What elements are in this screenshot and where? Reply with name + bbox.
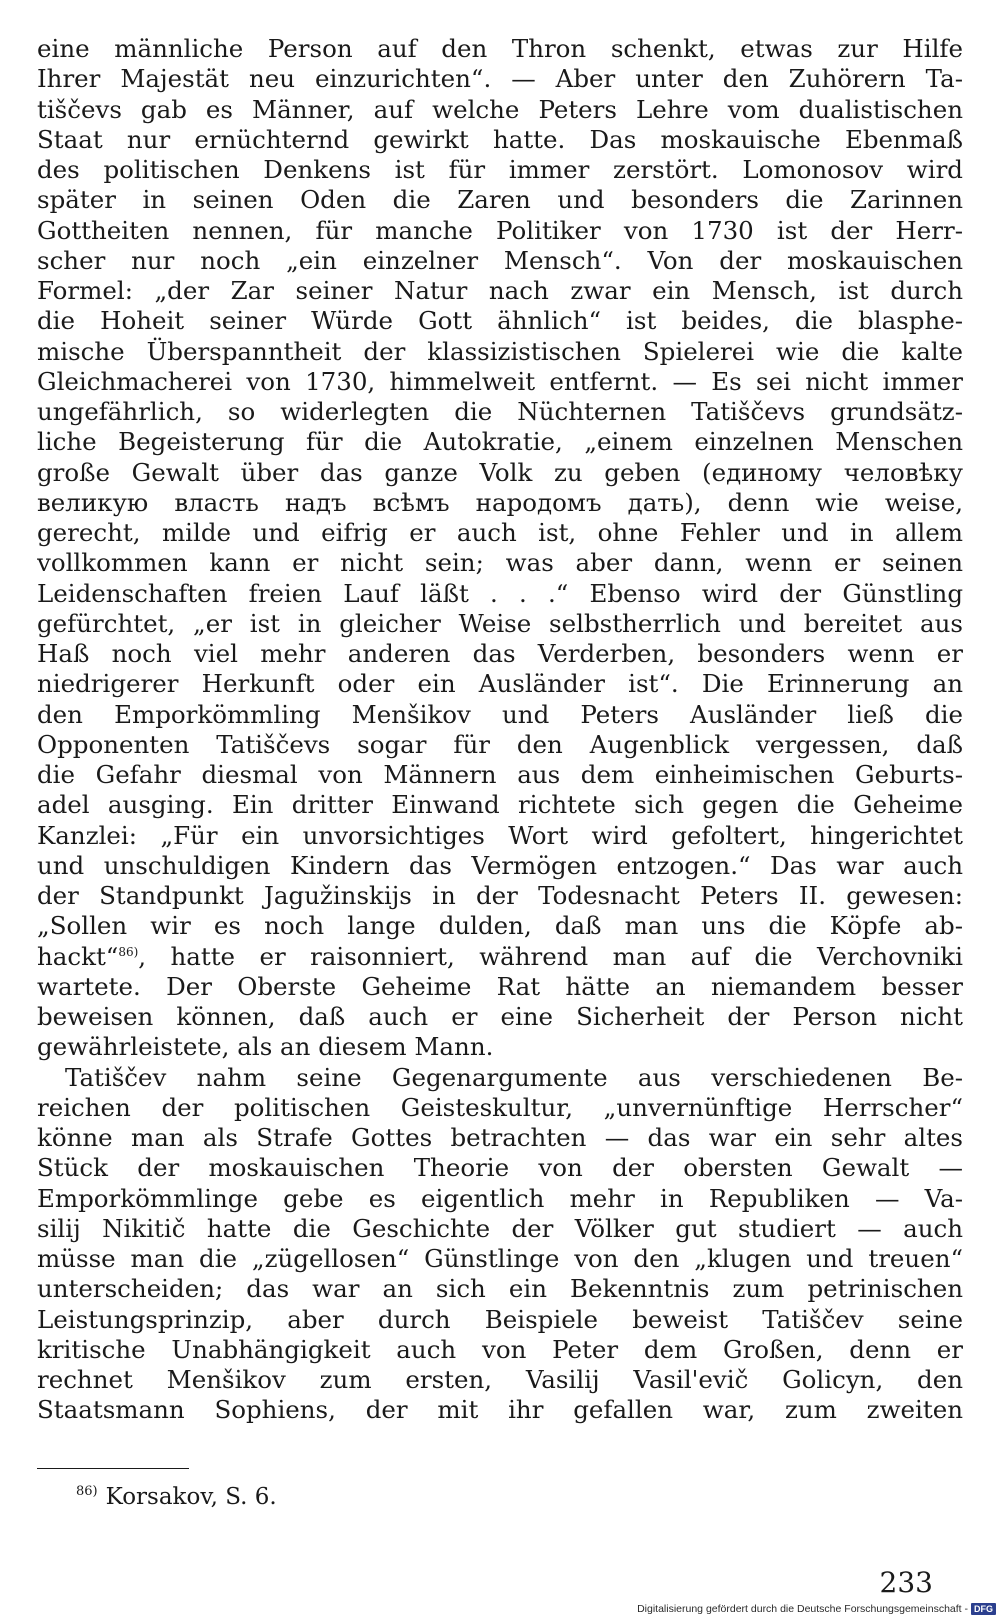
- text-line-9: Formel: „der Zar seiner Natur nach zwar ein Mensch, ist durch: [37, 276, 963, 305]
- text-line-43: Leistungsprinzip, aber durch Beispiele beweist Tatiščev seine: [37, 1304, 963, 1334]
- text-line-36: reichen der politischen Geisteskultur, „unvernünftige Herrscher“: [37, 1092, 963, 1122]
- text-line-44: kritische Unabhängigkeit auch von Peter dem Großen, denn er: [37, 1334, 963, 1364]
- text-line-38: Stück der moskauischen Theorie von der obersten Gewalt —: [37, 1153, 963, 1183]
- dfg-logo: DFG: [971, 1603, 996, 1615]
- text-line-12: Gleichmacherei von 1730, himmelweit entfernt. — Es sei nicht immer: [37, 366, 963, 396]
- footnote-divider: [37, 1468, 189, 1469]
- text-line-1: eine männliche Person auf den Thron schenkt, etwas zur Hilfe: [37, 34, 963, 63]
- text-line-45: rechnet Menšikov zum ersten, Vasilij Vasil'evič Golicyn, den: [37, 1365, 963, 1394]
- text-line-5: des politischen Denkens ist für immer zerstört. Lomonosov wird: [37, 155, 963, 184]
- text-line-29: der Standpunkt Jagužinskijs in der Todesnacht Peters II. gewesen:: [37, 881, 963, 910]
- text-line-11: mische Überspanntheit der klassizistischen Spielerei wie die kalte: [37, 336, 963, 366]
- text-line-28: und unschuldigen Kindern das Vermögen entzogen.“ Das war auch: [37, 850, 963, 880]
- digitization-credit: [637, 1602, 996, 1616]
- footnote-reference: 86): [118, 944, 139, 959]
- text-line-21: Haß noch viel mehr anderen das Verderben, besonders wenn er: [37, 639, 963, 668]
- footnote-text: Korsakov, S. 6.: [105, 1484, 277, 1510]
- text-line-40: silij Nikitič hatte die Geschichte der Völker gut studiert — auch: [37, 1213, 963, 1243]
- text-line-46: Staatsmann Sophiens, der mit ihr gefallen war, zum zweiten: [37, 1395, 963, 1425]
- text-line-42: unterscheiden; das war an sich ein Bekenntnis zum petrinischen: [37, 1274, 963, 1304]
- text-line-34: gewährleistete, als an diesem Mann.: [37, 1032, 494, 1062]
- text-line-8: scher nur noch „ein einzelner Mensch“. Von der moskauischen: [37, 245, 963, 275]
- text-line-23: den Emporkömmling Menšikov und Peters Ausländer ließ die: [37, 699, 963, 729]
- text-line-24: Opponenten Tatiščevs sogar für den Augenblick vergessen, daß: [37, 729, 963, 759]
- text-line-10: die Hoheit seiner Würde Gott ähnlich“ ist beides, die blasphe-: [37, 306, 963, 336]
- text-line-15: große Gewalt über das ganze Volk zu geben (единому человѣку: [37, 457, 963, 487]
- text-line-37: könne man als Strafe Gottes betrachten — das war ein sehr altes: [37, 1123, 963, 1152]
- page-body: [37, 34, 963, 1426]
- text-line-6: später in seinen Oden die Zaren und besonders die Zarinnen: [37, 185, 963, 215]
- text-line-33: beweisen können, daß auch er eine Sicherheit der Person nicht: [37, 1002, 963, 1031]
- text-line-35: Tatiščev nahm seine Gegenargumente aus verschiedenen Be-: [65, 1062, 963, 1092]
- text-line-17: gerecht, milde und eifrig er auch ist, ohne Fehler und in allem: [37, 518, 963, 547]
- text-line-22: niedrigerer Herkunft oder ein Ausländer ist“. Die Erinnerung an: [37, 669, 963, 699]
- text-line-31-start: hackt“: [37, 941, 119, 971]
- text-line-18: vollkommen kann er nicht sein; was aber dann, wenn er seinen: [37, 548, 963, 578]
- text-line-7: Gottheiten nennen, für manche Politiker von 1730 ist der Herr-: [37, 215, 963, 245]
- page-number: 233: [879, 1566, 933, 1599]
- text-line-13: ungefährlich, so widerlegten die Nüchternen Tatiščevs grundsätz-: [37, 397, 963, 426]
- text-line-30: „Sollen wir es noch lange dulden, daß man uns die Köpfe ab-: [37, 911, 963, 941]
- footnote: [76, 1482, 277, 1512]
- text-line-41: müsse man die „zügellosen“ Günstlinge von den „klugen und treuen“: [37, 1244, 963, 1273]
- text-line-32: wartete. Der Oberste Geheime Rat hätte an niemandem besser: [37, 971, 963, 1001]
- text-line-31-end: , hatte er raisonniert, während man auf die Verchovniki: [138, 941, 963, 971]
- text-line-2: Ihrer Majestät neu einzurichten“. — Aber unter den Zuhörern Ta-: [37, 64, 963, 94]
- text-line-19: Leidenschaften freien Lauf läßt . . .“ Ebenso wird der Günstling: [37, 578, 963, 608]
- text-line-26: adel ausging. Ein dritter Einwand richtete sich gegen die Geheime: [37, 790, 963, 820]
- text-line-16: великую власть надъ всѣмъ народомъ дать), denn wie weise,: [37, 487, 963, 517]
- text-line-14: liche Begeisterung für die Autokratie, „einem einzelnen Menschen: [37, 427, 963, 457]
- text-line-20: gefürchtet, „er ist in gleicher Weise selbstherrlich und bereitet aus: [37, 608, 963, 638]
- text-line-27: Kanzlei: „Für ein unvorsichtiges Wort wird gefoltert, hingerichtet: [37, 820, 963, 850]
- text-line-31: [37, 942, 963, 972]
- text-line-3: tiščevs gab es Männer, auf welche Peters Lehre vom dualistischen: [37, 94, 963, 124]
- text-line-39: Emporkömmlinge gebe es eigentlich mehr in Republiken — Va-: [37, 1183, 963, 1213]
- footnote-marker: 86): [76, 1484, 98, 1500]
- text-line-25: die Gefahr diesmal von Männern aus dem einheimischen Geburts-: [37, 760, 963, 789]
- text-line-4: Staat nur ernüchternd gewirkt hatte. Das moskauische Ebenmaß: [37, 124, 963, 154]
- credit-text: Digitalisierung gefördert durch die Deutsche Forschungsgemeinschaft -: [637, 1603, 968, 1615]
